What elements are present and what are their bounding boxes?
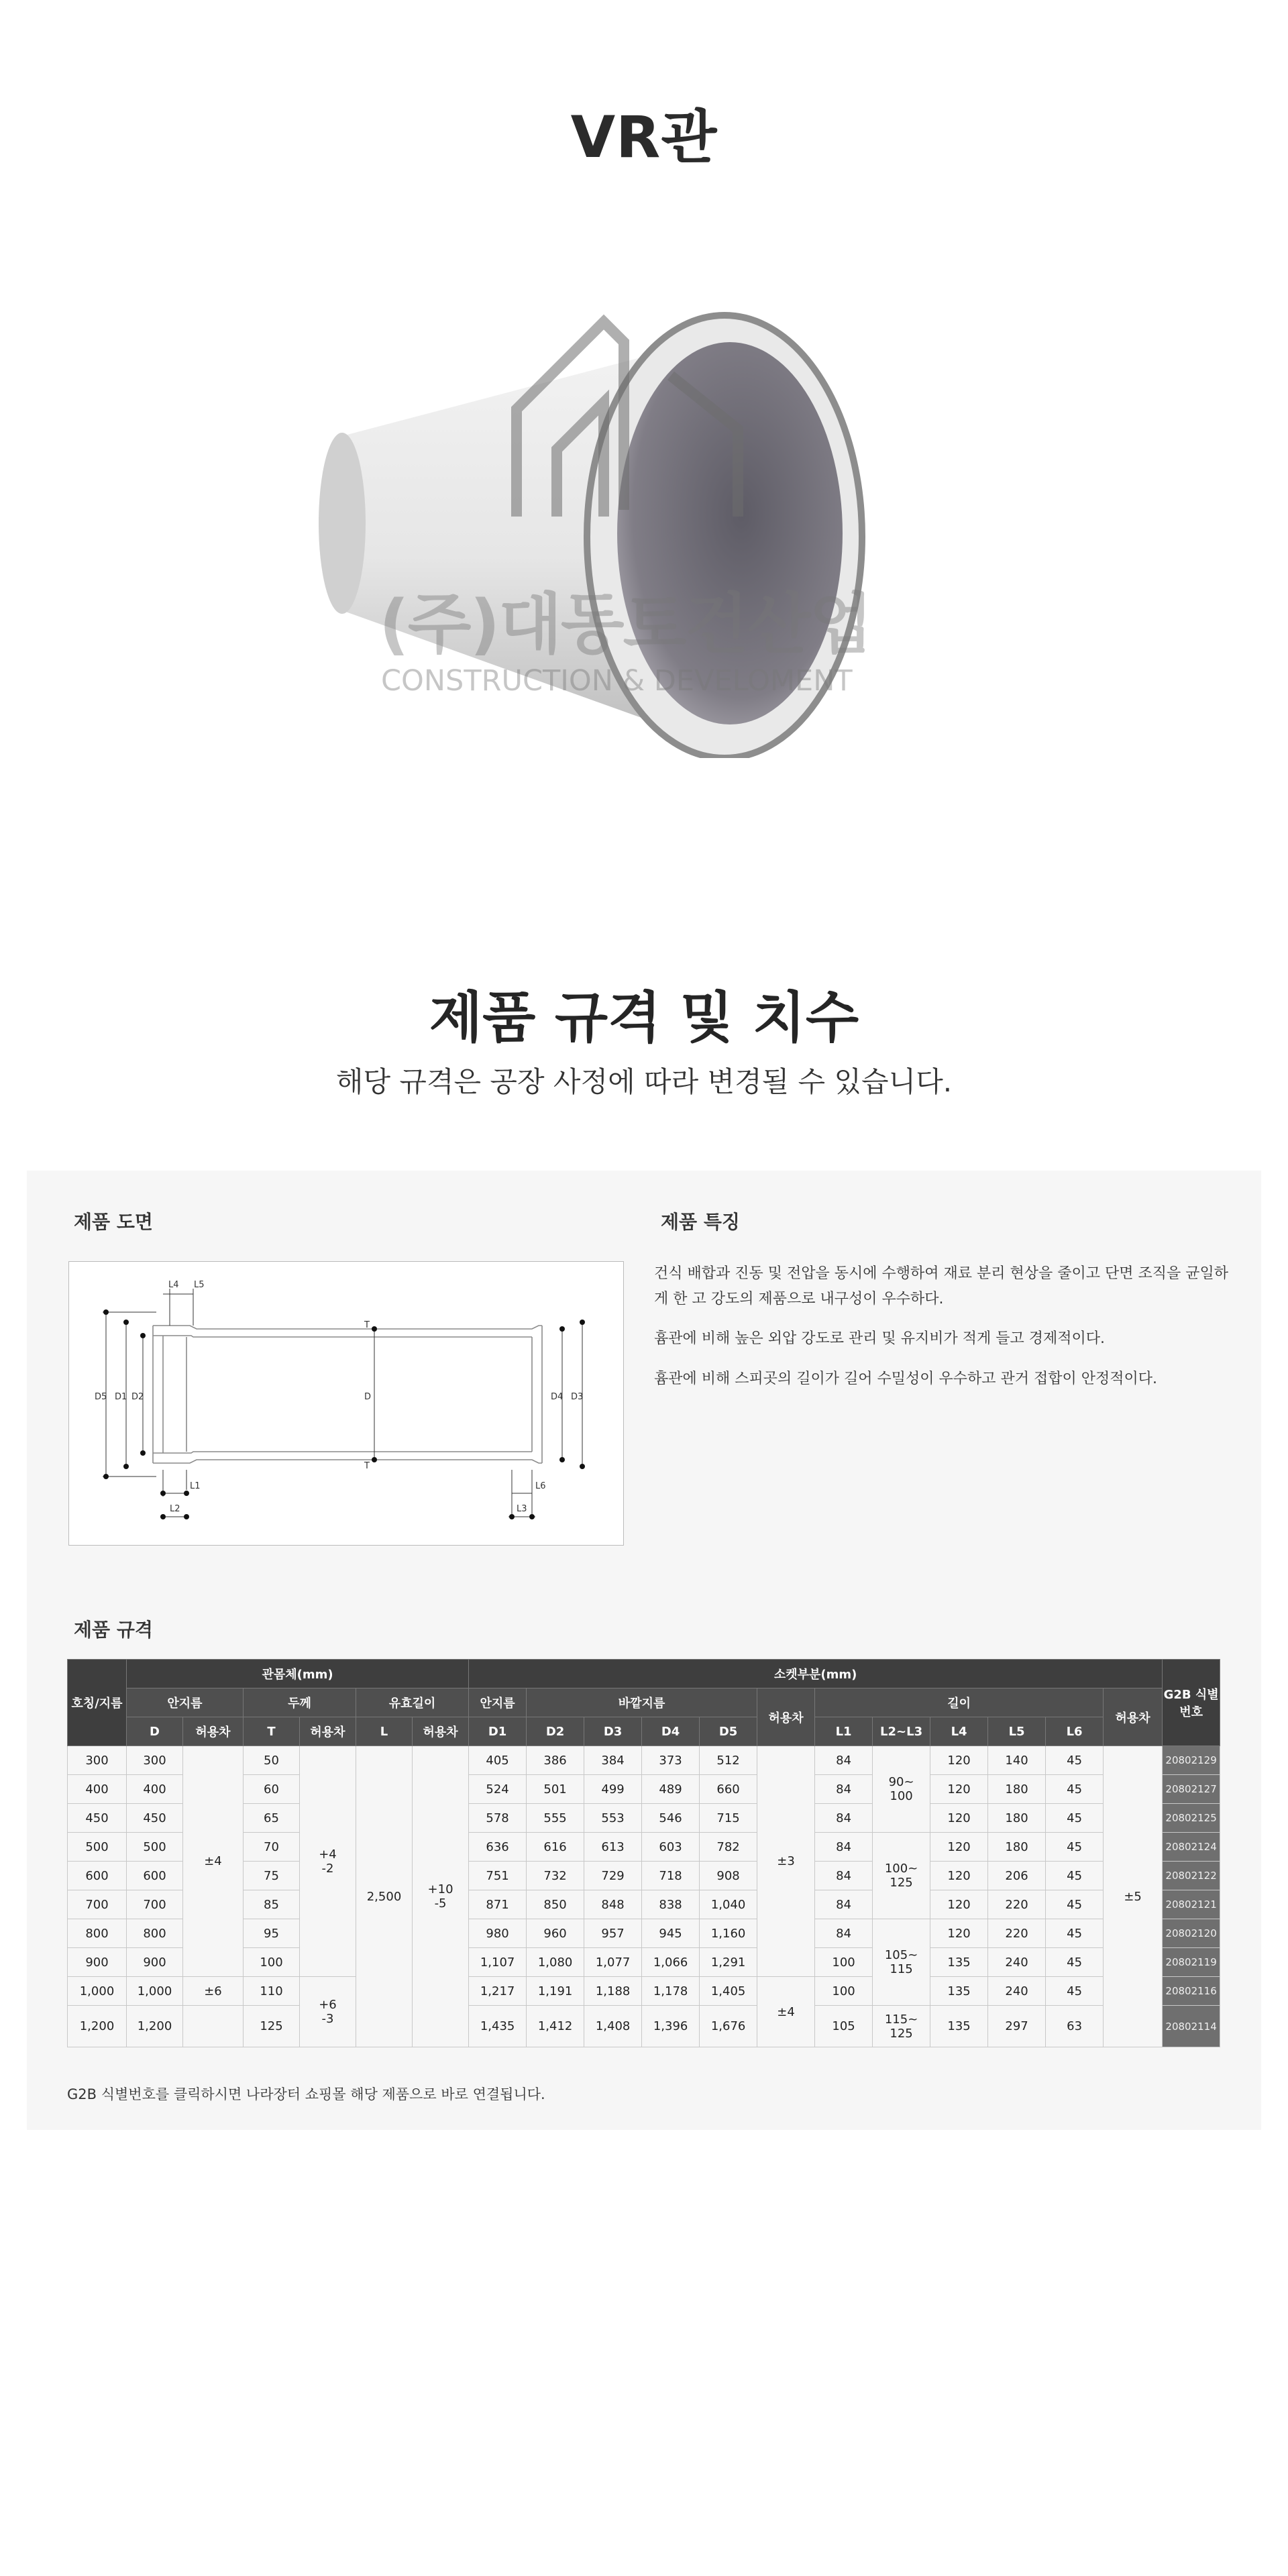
l6-cell: 45	[1046, 1746, 1104, 1775]
d3-cell: 1,408	[584, 2006, 642, 2047]
header-l1: L1	[815, 1717, 873, 1746]
header-t-tol: 허용차	[300, 1717, 356, 1746]
g2b-footnote: G2B 식별번호를 클릭하시면 나라장터 쇼핑몰 해당 제품으로 바로 연결됩니다.	[67, 2086, 545, 2102]
l2l3-cell: 115~ 125	[873, 2006, 930, 2047]
d1-cell: 980	[469, 1919, 527, 1948]
header-pipe-body: 관몸체(mm)	[127, 1660, 469, 1688]
d3-cell: 553	[584, 1804, 642, 1833]
l5-cell: 240	[988, 1948, 1046, 1977]
d2-cell: 501	[527, 1775, 584, 1804]
d-cell: 400	[127, 1775, 183, 1804]
d-cell: 450	[127, 1804, 183, 1833]
header-d-tol: 허용차	[183, 1717, 244, 1746]
d1-cell: 524	[469, 1775, 527, 1804]
d1-cell: 1,435	[469, 2006, 527, 2047]
d2-cell: 960	[527, 1919, 584, 1948]
d-cell: 700	[127, 1890, 183, 1919]
header-nominal: 호칭/지름	[68, 1660, 127, 1746]
t-cell: 75	[244, 1862, 300, 1890]
feature-item-1: 건식 배합과 진동 및 전압을 동시에 수행하여 재료 분리 현상을 줄이고 단면 조직을 균일하게 한 고 강도의 제품으로 내구성이 우수하다.	[654, 1265, 1228, 1307]
d-tol-cell: ±4	[183, 1746, 244, 1977]
l1-cell: 100	[815, 1948, 873, 1977]
spec-label: 제품 규격	[74, 1619, 153, 1641]
l5-cell: 180	[988, 1804, 1046, 1833]
dim-label-l3: L3	[517, 1504, 527, 1514]
d2-cell: 850	[527, 1890, 584, 1919]
d5-cell: 1,676	[700, 2006, 757, 2047]
d4-cell: 373	[642, 1746, 700, 1775]
t-tol-cell: +4 -2	[300, 1746, 356, 1977]
t-tol-cell: +6 -3	[300, 1977, 356, 2047]
dim-label-d1: D1	[115, 1392, 127, 1402]
length-tol2-cell: ±5	[1104, 1746, 1163, 2047]
section-subtitle: 해당 규격은 공장 사정에 따라 변경될 수 있습니다.	[335, 1065, 953, 1098]
dim-label-t-bottom: T	[364, 1461, 370, 1471]
nominal-cell: 1,200	[68, 2006, 127, 2047]
header-d3: D3	[584, 1717, 642, 1746]
dim-label-d2: D2	[131, 1392, 144, 1402]
nominal-cell: 450	[68, 1804, 127, 1833]
dim-label-l5: L5	[194, 1280, 205, 1290]
d5-cell: 1,040	[700, 1890, 757, 1919]
d4-cell: 718	[642, 1862, 700, 1890]
l2l3-cell: 90~ 100	[873, 1746, 930, 1833]
d-tol-cell: ±6	[183, 1977, 244, 2006]
d3-cell: 957	[584, 1919, 642, 1948]
l4-cell: 135	[930, 1977, 988, 2006]
d5-cell: 715	[700, 1804, 757, 1833]
header-d4: D4	[642, 1717, 700, 1746]
l4-cell: 120	[930, 1919, 988, 1948]
g2b-link[interactable]: 20802122	[1163, 1862, 1220, 1890]
d-tol-cell	[183, 2006, 244, 2047]
l6-cell: 45	[1046, 1833, 1104, 1862]
d2-cell: 1,191	[527, 1977, 584, 2006]
spec-table	[67, 1659, 1220, 2047]
spec-table-body	[68, 1746, 1220, 2047]
l1-cell: 84	[815, 1862, 873, 1890]
l6-cell: 45	[1046, 1862, 1104, 1890]
l4-cell: 120	[930, 1890, 988, 1919]
table-row	[68, 1977, 1220, 2006]
t-cell: 60	[244, 1775, 300, 1804]
l1-cell: 84	[815, 1804, 873, 1833]
d4-cell: 945	[642, 1919, 700, 1948]
l6-cell: 45	[1046, 1948, 1104, 1977]
l6-cell: 45	[1046, 1919, 1104, 1948]
section-title: 제품 규격 및 치수	[429, 986, 859, 1050]
t-cell: 100	[244, 1948, 300, 1977]
d-cell: 600	[127, 1862, 183, 1890]
length-tol-cell: +10 -5	[413, 1746, 469, 2047]
l1-cell: 105	[815, 2006, 873, 2047]
nominal-cell: 400	[68, 1775, 127, 1804]
header-d5: D5	[700, 1717, 757, 1746]
nominal-cell: 700	[68, 1890, 127, 1919]
l4-cell: 120	[930, 1862, 988, 1890]
l5-cell: 220	[988, 1890, 1046, 1919]
d4-cell: 603	[642, 1833, 700, 1862]
header-l-tol: 허용차	[413, 1717, 469, 1746]
dim-label-d: D	[364, 1392, 372, 1402]
g2b-link[interactable]: 20802129	[1163, 1746, 1220, 1775]
d5-cell: 660	[700, 1775, 757, 1804]
g2b-link[interactable]: 20802114	[1163, 2006, 1220, 2047]
d4-cell: 1,178	[642, 1977, 700, 2006]
header-l5: L5	[988, 1717, 1046, 1746]
socket-tol-cell: ±4	[757, 1977, 815, 2047]
d5-cell: 1,160	[700, 1919, 757, 1948]
d4-cell: 489	[642, 1775, 700, 1804]
l1-cell: 84	[815, 1833, 873, 1862]
d3-cell: 1,077	[584, 1948, 642, 1977]
header-outer-dia: 바깥지름	[527, 1688, 757, 1717]
d1-cell: 1,217	[469, 1977, 527, 2006]
nominal-cell: 900	[68, 1948, 127, 1977]
l5-cell: 180	[988, 1775, 1046, 1804]
t-cell: 85	[244, 1890, 300, 1919]
l1-cell: 84	[815, 1775, 873, 1804]
feature-item-3: 흄관에 비해 스피곳의 길이가 길어 수밀성이 우수하고 관거 접합이 안정적이다.	[654, 1371, 1157, 1387]
t-cell: 65	[244, 1804, 300, 1833]
d-cell: 500	[127, 1833, 183, 1862]
d4-cell: 838	[642, 1890, 700, 1919]
l6-cell: 45	[1046, 1804, 1104, 1833]
d-cell: 1,000	[127, 1977, 183, 2006]
t-cell: 70	[244, 1833, 300, 1862]
socket-tol-cell: ±3	[757, 1746, 815, 1977]
l1-cell: 84	[815, 1919, 873, 1948]
d1-cell: 1,107	[469, 1948, 527, 1977]
d3-cell: 729	[584, 1862, 642, 1890]
g2b-link[interactable]: 20802119	[1163, 1948, 1220, 1977]
l2l3-cell: 100~ 125	[873, 1833, 930, 1919]
dim-label-d3: D3	[571, 1392, 584, 1402]
dim-label-l2: L2	[170, 1504, 180, 1514]
nominal-cell: 500	[68, 1833, 127, 1862]
d2-cell: 1,080	[527, 1948, 584, 1977]
d4-cell: 1,396	[642, 2006, 700, 2047]
header-l2l3: L2~L3	[873, 1717, 930, 1746]
l4-cell: 120	[930, 1804, 988, 1833]
header-socket-inner: 안지름	[469, 1688, 527, 1717]
d3-cell: 848	[584, 1890, 642, 1919]
dim-label-t-top: T	[364, 1320, 370, 1330]
drawing-label: 제품 도면	[74, 1211, 153, 1233]
g2b-link[interactable]: 20802125	[1163, 1804, 1220, 1833]
header-l: L	[356, 1717, 413, 1746]
d3-cell: 384	[584, 1746, 642, 1775]
d3-cell: 1,188	[584, 1977, 642, 2006]
d1-cell: 405	[469, 1746, 527, 1775]
nominal-cell: 300	[68, 1746, 127, 1775]
l6-cell: 45	[1046, 1890, 1104, 1919]
watermark-company: (주)대동토건산업	[379, 586, 872, 663]
header-socket: 소켓부분(mm)	[469, 1660, 1163, 1688]
pipe-drawing	[68, 1261, 624, 1546]
header-t: T	[244, 1717, 300, 1746]
header-length: 길이	[815, 1688, 1104, 1717]
header-inner-dia: 안지름	[127, 1688, 244, 1717]
d4-cell: 1,066	[642, 1948, 700, 1977]
header-socket-tolerance: 허용차	[757, 1688, 815, 1746]
l1-cell: 84	[815, 1890, 873, 1919]
d1-cell: 636	[469, 1833, 527, 1862]
dim-label-d4: D4	[551, 1392, 564, 1402]
l2l3-cell: 105~ 115	[873, 1919, 930, 2006]
header-l4: L4	[930, 1717, 988, 1746]
l5-cell: 240	[988, 1977, 1046, 2006]
l5-cell: 140	[988, 1746, 1046, 1775]
t-cell: 110	[244, 1977, 300, 2006]
header-length-tolerance: 허용차	[1104, 1688, 1163, 1746]
header-l6: L6	[1046, 1717, 1104, 1746]
feature-item-2: 흄관에 비해 높은 외압 강도로 관리 및 유지비가 적게 들고 경제적이다.	[654, 1330, 1105, 1347]
l6-cell: 45	[1046, 1775, 1104, 1804]
l1-cell: 100	[815, 1977, 873, 2006]
page-title: VR관	[570, 104, 718, 171]
d1-cell: 751	[469, 1862, 527, 1890]
l5-cell: 220	[988, 1919, 1046, 1948]
table-row	[68, 1746, 1220, 1775]
l5-cell: 180	[988, 1833, 1046, 1862]
g2b-link[interactable]: 20802121	[1163, 1890, 1220, 1919]
l5-cell: 297	[988, 2006, 1046, 2047]
features-label: 제품 특징	[661, 1211, 740, 1233]
header-effective-length: 유효길이	[356, 1688, 469, 1717]
nominal-cell: 1,000	[68, 1977, 127, 2006]
d2-cell: 732	[527, 1862, 584, 1890]
header-d1: D1	[469, 1717, 527, 1746]
d-cell: 1,200	[127, 2006, 183, 2047]
d-cell: 900	[127, 1948, 183, 1977]
d-cell: 300	[127, 1746, 183, 1775]
d2-cell: 616	[527, 1833, 584, 1862]
header-d2: D2	[527, 1717, 584, 1746]
d3-cell: 613	[584, 1833, 642, 1862]
dim-label-d5: D5	[95, 1392, 107, 1402]
d2-cell: 1,412	[527, 2006, 584, 2047]
d1-cell: 871	[469, 1890, 527, 1919]
g2b-link[interactable]: 20802124	[1163, 1833, 1220, 1862]
t-cell: 50	[244, 1746, 300, 1775]
g2b-link[interactable]: 20802127	[1163, 1775, 1220, 1804]
g2b-link[interactable]: 20802116	[1163, 1977, 1220, 2006]
d2-cell: 386	[527, 1746, 584, 1775]
d-cell: 800	[127, 1919, 183, 1948]
d5-cell: 512	[700, 1746, 757, 1775]
d1-cell: 578	[469, 1804, 527, 1833]
t-cell: 95	[244, 1919, 300, 1948]
d3-cell: 499	[584, 1775, 642, 1804]
d5-cell: 782	[700, 1833, 757, 1862]
t-cell: 125	[244, 2006, 300, 2047]
nominal-cell: 600	[68, 1862, 127, 1890]
l4-cell: 120	[930, 1746, 988, 1775]
dim-label-l1: L1	[190, 1481, 201, 1491]
d5-cell: 908	[700, 1862, 757, 1890]
table-row	[68, 2006, 1220, 2047]
length-cell: 2,500	[356, 1746, 413, 2047]
l6-cell: 63	[1046, 2006, 1104, 2047]
l4-cell: 120	[930, 1833, 988, 1862]
header-g2b: G2B 식별 번호	[1163, 1660, 1220, 1746]
dim-label-l6: L6	[535, 1481, 546, 1491]
d4-cell: 546	[642, 1804, 700, 1833]
g2b-link[interactable]: 20802120	[1163, 1919, 1220, 1948]
l5-cell: 206	[988, 1862, 1046, 1890]
d5-cell: 1,405	[700, 1977, 757, 2006]
l4-cell: 135	[930, 1948, 988, 1977]
header-thickness: 두께	[244, 1688, 356, 1717]
dim-label-l4: L4	[168, 1280, 179, 1290]
l4-cell: 135	[930, 2006, 988, 2047]
l6-cell: 45	[1046, 1977, 1104, 2006]
d2-cell: 555	[527, 1804, 584, 1833]
nominal-cell: 800	[68, 1919, 127, 1948]
watermark-subtitle: CONSTRUCTION & DEVELOMENT	[381, 664, 853, 698]
l1-cell: 84	[815, 1746, 873, 1775]
d5-cell: 1,291	[700, 1948, 757, 1977]
header-d: D	[127, 1717, 183, 1746]
l4-cell: 120	[930, 1775, 988, 1804]
